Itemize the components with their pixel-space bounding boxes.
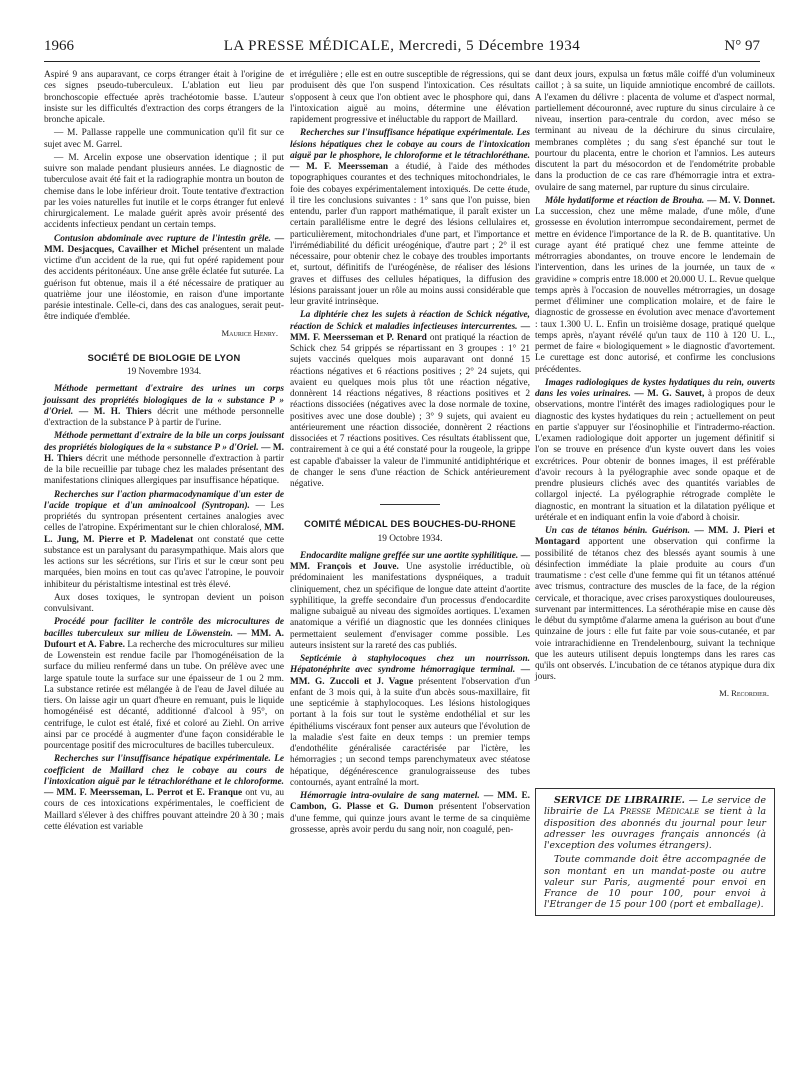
article: [44, 490, 284, 591]
article: [44, 384, 284, 429]
paragraph: dant deux jours, expulsa un fœtus mâle coiffé d'un volumineux caillot ; à sa suite, un liquide amniotique encombré de caillots. A l'examen du délivre : placenta de volume et d'aspect normal, partiellement découronné, avec rupture du sinus circulaire à ce niveau, insertion para-centrale du cordon, avec méso se terminant au niveau de la déchirure du sinus circulaire, membranes complètes ; du sang s'est épanché sur tout le pourtour du placenta, entre le chorion et l'amnios. Les auteurs discutent la part du mésocordon et de l'endométrite probable dans la production de ce cas rare d'hémorragie intra et extra-ovulaire de sang maternel, par rupture du sinus circulaire.: [535, 70, 775, 193]
article-authors: — MM. G. Zuccoli et J. Vague: [290, 665, 531, 687]
article-authors: — MM. Desjacques, Cavailher et Michel: [44, 233, 284, 255]
section-heading: COMITÉ MÉDICAL DES BOUCHES-DU-RHONE: [304, 519, 516, 530]
section-separator: [380, 504, 440, 505]
article-title: Recherches sur l'insuffisance hépatique expérimentale. Les lésions hépatiques chez le cobaye au cours de l'intoxication aiguë par le phosphore, le chloroforme et le tétrachloréthane.: [290, 128, 530, 161]
article-authors: MM. L. Jung, M. Pierre et P. Madelenat: [44, 523, 284, 545]
signature: M. Recordier.: [719, 687, 769, 698]
article: [290, 128, 530, 308]
library-service-notice: [535, 788, 775, 916]
article-body: à propos de deux observations, montre l'intérêt des images radiologiques pour le diagnostic des kystes hydatiques du rein ; actuellement on peut en partie s'appuyer sur l'éosinophilie et l'intradermo-réaction. L'examen radiologique doit apporter un jugement définitif si l'on se trouve en présence d'un kyste ouvert dans les voies excrétrices. Pour obtenir de bonnes images, il est préférable d'avoir recours à la pyélographie avec sonde opaque et de prendre plusieurs clichés avec des quantités variables de collargol injecté. La pyélographie rétrograde complète le diagnostic, en montrant la situation et la dilatation pyélique et urétérale et en indiquant enfin la voie d'abord à choisir.: [535, 389, 776, 523]
article-title: Môle hydatiforme et réaction de Brouha.: [545, 195, 705, 206]
article-body: ont pratiqué la réaction de Schick chez 54 grippés se répartissant en 3 groupes : 1° 21 sujets vaccinés quelques mois auparavant ont donné 15 réactions négatives et 6 réactions positives ; 2° 24 sujets, qui avaient eu quelques mois plus tôt une réaction négative, donnèrent 14 réactions négatives, 8 réactions positives et 2 réactions dissociées (négatives avec la dose normale de toxine, positives avec une dose double) ; 3° 9 sujets, qui avaient eu antérieurement une réaction dissociée, donnèrent 2 réactions dissociées et 7 réactions positives. Ces résultats établissent que, contrairement à ce qui a été constaté pour la rougeole, la grippe est capable d'abaisser la valeur de l'immunité antidiphtérique et de changer le sens d'une réaction de Schick antérieurement négative.: [290, 332, 530, 489]
article-title: Images radiologiques de kystes hydatiques du rein, ouverts dans les voies urinaires.: [535, 377, 775, 399]
article-body: La succession, chez une même malade, d'une môle, d'une grossesse en évolution interrompue secondairement, permet de mettre en évidence l'importance de la R. de B. quantitative. Un curage ayant été pratiqué chez une femme atteinte de métrorragies abondantes, on trouve encore le lendemain de l'intervention, dans les urines de la journée, un taux de « gravidine » compris entre 18.000 et 20.000 U. L. Revue quelque temps après à l'occasion de nouvelles métrorragies, un dosage permet d'éliminer une complication molaire, et de faire le diagnostic de grossesse en évolution avec menace d'avortement : taux 1.300 U. L. Enfin un troisième dosage, pratiqué quelque temps après, n'ayant révélé qu'un taux de 110 à 120 U. L., permet de faire « biologiquement » le diagnostic d'avortement. Le curettage est donc autorisé, et confirme les conclusions précédentes.: [535, 207, 775, 375]
article-authors: — M. G. Sauvet,: [634, 389, 705, 399]
article-title: Contusion abdominale avec rupture de l'intestin grêle.: [54, 233, 271, 244]
header-rule: [44, 61, 760, 62]
article-body: — Les propriétés du syntropan présentent certaines analogies avec celles de l'atropine. Expérimentant sur le chien chloralosé,: [44, 500, 285, 534]
article-authors: — MM. E. Cambon, G. Plasse et G. Dumon: [290, 791, 530, 813]
article: [290, 791, 530, 836]
notice-paragraph: Toute commande doit être accompagnée de son montant en un mandat-poste ou autre valeur sur Paris, augmenté pour envoi en France de 10 pour 100, pour envoi à l'Etranger de 15 pour 100 (port et emballage).: [544, 854, 766, 911]
column-3: [535, 70, 775, 703]
article-authors: — M. H. Thiers: [78, 406, 152, 417]
page-number: 1966: [44, 38, 74, 54]
article-title: Un cas de tétanos bénin. Guérison.: [545, 526, 690, 536]
section-heading: SOCIÉTÉ DE BIOLOGIE DE LYON: [87, 352, 241, 363]
paragraph: Aux doses toxiques, le syntropan devient un poison convulsivant.: [44, 592, 284, 614]
article-body: apportent une observation qui confirme la possibilité de tétanos chez des blessés ayant soumis à une désinfection immédiate la plaie produite au cours d'un traumatisme : c'est celle d'une femme qui fit un tétanos atténué avec trismus, contracture des muscles de la face, de la région cervicale, et thoracique, avec crises paroxystiques douloureuses, survenant par intermittences. La sérothérapie mise en cause dès le début du symptôme d'alarme amena la guérison au bout d'une quinzaine de jours : elle fut faite par voie sous-cutanée, et par voie intrarachidienne en Trendelenbourg, suivant la technique que les auteurs utilisent depuis longtemps dans les rares cas qu'ils ont observés. L'incubation de ce tétanos atypique dura dix jours.: [535, 537, 775, 683]
publication-name: La Presse Médicale: [603, 806, 700, 818]
article-title: La diphtérie chez les sujets à réaction de Schick négative, réaction de Schick et maladies infectieuses intercurrentes.: [290, 310, 530, 332]
paragraph: — M. Pallasse rappelle une communication qu'il fit sur ce sujet avec M. Garrel.: [44, 128, 284, 150]
article-body: ont vu, au cours de ces intoxications expérimentales, le coefficient de Maillard s'élever à des chiffres pouvant atteindre 20 à 30 ; mais cette élévation est variable: [44, 788, 284, 832]
article-body: a étudié, à l'aide des méthodes topographiques courantes et des techniques mitochondriales, le foie des cobayes expérimentalement intoxiqués. De cette étude, il tire les conclusions suivantes : 1° sans que l'on puisse, bien entendu, parler d'un rapport mathématique, il paraît exister un certain parallélisme entre le degré des lésions cellulaires et, particulièrement, mitochondriales d'une part, et l'importance et l'irrémédiabilité du déficit uréogénique, d'autre part ; 2° il est nécessaire, pour obtenir chez le cobaye des troubles importants et, surtout, définitifs de l'uréogénèse, de réaliser des lésions graves et diffuses des cellules hépatiques, la diffusion des lésions paraissant jouer un rôle au moins aussi considérable que leur gravité intrinsèque.: [290, 162, 530, 307]
article-title: Hémorragie intra-ovulaire de sang maternel.: [300, 791, 480, 801]
article-title: Recherches sur l'action pharmacodynamique d'un ester de l'acide tropique et d'un aminoalcool (Syntropan).: [44, 489, 284, 511]
article-authors: — M. V. Donnet.: [707, 195, 775, 206]
article-body: décrit une méthode personnelle d'extraction de la substance P à partir de l'urine.: [44, 406, 284, 428]
article-title: Méthode permettant d'extraire de la bile un corps jouissant des propriétés biologiques de la « substance P » d'Oriel.: [44, 431, 284, 453]
notice-paragraph: [544, 795, 766, 851]
article: [290, 654, 530, 789]
article-authors: — M. F. Meersseman: [290, 162, 389, 172]
article-authors: — MM. A. Dufourt et A. Fabre.: [44, 628, 284, 650]
article-title: Recherches sur l'insuffisance hépatique expérimentale. Le coefficient de Maillard chez le cobaye au cours de l'intoxication aiguë par le tétrachloréthane et le chloroforme.: [44, 754, 284, 787]
article: [290, 310, 530, 490]
article-body: décrit une méthode personnelle d'extraction à partir de la bile recueillie par tubage chez les malades présentant des manifestations cliniques allergiques par insuffisance hépatique.: [44, 453, 285, 487]
article-authors: — MM. François et Jouve.: [290, 550, 530, 572]
article-title: Procédé pour faciliter le contrôle des microcultures de bacilles tuberculeux sur milieu de Löwenstein.: [44, 617, 284, 639]
section-date: 19 Novembre 1934.: [126, 367, 202, 377]
article-body: présentent l'observation d'une femme, qui quinze jours avant le terme de sa cinquième grossesse, après avoir perdu du sang noir, non coagulé, pen-: [290, 802, 530, 835]
section-date: 19 Octobre 1934.: [377, 533, 443, 544]
article-authors: — M. H. Thiers: [44, 442, 284, 464]
article: [290, 551, 530, 652]
paragraph: — M. Arcelin expose une observation identique ; il put suivre son malade pendant plusieurs années. Le diagnostic de tuberculose avait été fait et la radiographie montra un bouton de chemise dans le lobe inférieur droit. Toute tentative d'extraction par les voies naturelles fut inutile et le corps étranger fut enlevé chirurgicalement. Le malade guérit après avoir présenté des accidents infectieux pendant un certain temps.: [44, 152, 284, 231]
article-title: Endocardite maligne greffée sur une aortite syphilitique.: [300, 550, 519, 561]
notice-text: — Le service de librairie de: [544, 795, 766, 818]
article-body: Une asystolie irréductible, où prédominaient les manifestations dyspnéiques, a traduit cliniquement, chez un spécifique de longue date atteint d'aortite syphilitique, la greffe secondaire d'un processus d'endocardite maligne subaiguë au niveau des sigmoïdes aortiques. L'examen anatomique a vérifié un diagnostic que les données cliniques permettaient seulement d'envisager comme possible. Les auteurs insistent sur la rareté des cas publiés.: [290, 562, 531, 651]
notice-title: SERVICE DE LIBRAIRIE.: [554, 795, 685, 806]
signature: Maurice Henry.: [221, 327, 278, 338]
article-authors: — MM. J. Pieri et Montagard: [535, 526, 776, 548]
page-header: [44, 38, 760, 60]
article: [44, 617, 284, 752]
journal-title: LA PRESSE MÉDICALE, Mercredi, 5 Décembre 1934: [223, 38, 581, 54]
article-title: Septicémie à staphylocoques chez un nourrisson. Hépatonéphrite avec syndrome hémorragique terminal.: [290, 654, 530, 676]
article-body: ont constaté que cette substance est un paralysant du parasympathique. Mais alors que les actions sur les sécrétions, sur l'iris et sur le cœur sont peu marquées, bien moins en tout cas qu'avec l'atropine, le pouvoir inhibiteur du péristaltisme intestinal est très élevé.: [44, 534, 285, 590]
article-authors: — MM. F. Meersseman et P. Renard: [290, 321, 530, 343]
article-body: La recherche des microcultures sur milieu de Lowenstein est rendue facile par l'homogénéisation de la surface du milieu renfermé dans un tube. On prélève avec une large spatule toute la surface sur une épaisseur de 1 ou 2 mm. La substance retirée est mélangée à de l'eau de Javel diluée au tiers. On laisse agir un quart d'heure en remuant, puis le liquide homogénéisé est décanté, additionné d'alcool à 95°, on centrifuge, le culot est étalé, fixé et coloré au Ziehl. On arrive ainsi par ce procédé à augmenter d'une façon considérable le pourcentage positif des microcultures de bacilles tuberculeux.: [44, 639, 284, 751]
article: [44, 234, 284, 324]
article-authors: — MM. F. Meersseman, L. Perrot et E. Franque: [44, 788, 243, 798]
article: [535, 526, 775, 684]
column-2: [290, 70, 530, 838]
article: [535, 196, 775, 376]
column-1: [44, 70, 284, 835]
article: [44, 754, 284, 833]
issue-number: N° 97: [724, 38, 760, 54]
paragraph: Aspiré 9 ans auparavant, ce corps étranger était à l'origine de ces signes pseudo-tuberculeux. L'ablation eut lieu par bronchoscopie effectuée après trachéotomie basse. L'auteur insiste sur les difficultés d'extraction des corps étrangers de la bronche apicale.: [44, 70, 284, 125]
article-body: présentent l'observation d'un enfant de 3 mois qui, à la suite d'un abcès sous-maxillaire, fit une septicémie à staphylocoques. Les lésions histologiques portant à la fois sur tout le système endothélial et sur les épithéliums viscéraux font penser aux auteurs que l'évolution de la maladie s'est faite en deux temps : un premier temps d'endothélite généralisée caractérisée par l'ictère, les hémorragies ; un second temps parenchymateux avec stéatose hépatique, dégénérescence granulograisseuse des tubes contournés, ayant entraîné la mort.: [290, 676, 531, 788]
article-title: Méthode permettant d'extraire des urines un corps jouissant des propriétés biologiques de la « substance P » d'Oriel.: [44, 384, 284, 417]
article: [535, 378, 775, 524]
paragraph: et irrégulière ; elle est en outre susceptible de régressions, qui se produisent dès que l'on suspend l'intoxication. Ces résultats s'opposent à ceux que l'on obtient avec le phosphore qui, dans l'intoxication aiguë au moins, détermine une élévation rapidement progressive et inéluctable du rapport de Maillard.: [290, 70, 530, 125]
notice-text: se tient à la disposition des abonnés du journal pour leur adresser les ouvrages français annoncés (à l'exception des volumes étrangers).: [544, 806, 766, 851]
article: [44, 431, 284, 487]
article-body: présentent un malade victime d'un accident de la rue, qui fut opéré rapidement pour des accidents péritonéaux. Une anse grêle éclatée fut suturée. La guérison fut obtenue, mais il a été nécessaire de pratiquer au quatrième jour une iléostomie, en raison d'une importante parésie intestinale. Celle-ci, dans des cas analogues, serait peut-être indiquée d'emblée.: [44, 244, 284, 323]
